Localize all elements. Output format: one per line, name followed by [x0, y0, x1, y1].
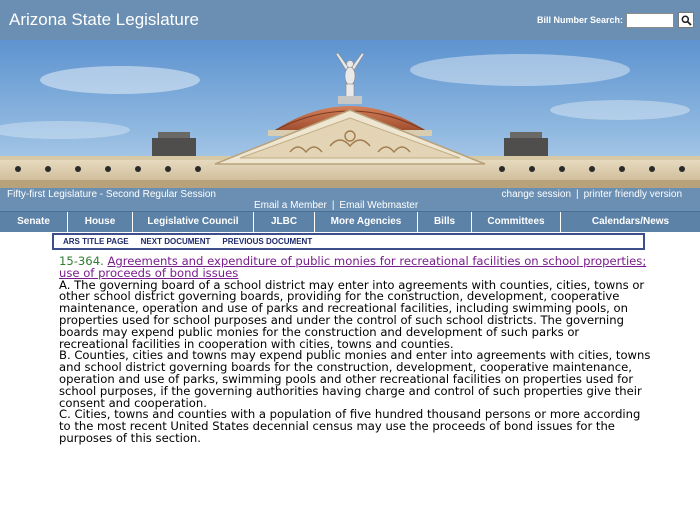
magnifier-icon — [681, 15, 692, 26]
nav-house[interactable]: House — [68, 212, 133, 232]
session-bar — [0, 188, 700, 211]
site-header — [0, 0, 700, 40]
section-number: 15-364. — [59, 254, 104, 268]
nav-committees[interactable]: Committees — [472, 212, 561, 232]
nav-more-agencies[interactable]: More Agencies — [315, 212, 418, 232]
ars-title-page-link[interactable]: ARS TITLE PAGE — [63, 237, 129, 246]
capitol-banner — [0, 40, 700, 188]
next-document-link[interactable]: NEXT DOCUMENT — [140, 237, 211, 246]
main-nav — [0, 211, 700, 233]
statute-content — [59, 256, 651, 445]
nav-calendars-news[interactable]: Calendars/News — [591, 216, 670, 227]
document-toolbar — [52, 233, 645, 250]
email-webmaster-link[interactable]: Email Webmaster — [339, 200, 419, 211]
site-title[interactable]: Arizona State Legislature — [9, 10, 199, 29]
contact-links — [254, 200, 418, 211]
session-name: Fifty-first Legislature - Second Regular Session — [7, 189, 216, 200]
previous-document-link[interactable]: PREVIOUS DOCUMENT — [222, 237, 313, 246]
nav-bills[interactable]: Bills — [418, 212, 472, 232]
bill-number-input[interactable] — [626, 13, 674, 28]
link-divider: | — [576, 189, 579, 200]
bill-search-button[interactable] — [678, 12, 694, 28]
bill-search-label: Bill Number Search: — [536, 15, 623, 25]
bill-number-search — [537, 11, 694, 29]
paragraph-c: C. Cities, towns and counties with a population of five hundred thousand persons or more according to the most recent United States decennial census may use the proceeds of bond issues for the purposes of this section. — [59, 407, 641, 445]
nav-senate[interactable]: Senate — [0, 212, 68, 232]
nav-jlbc[interactable]: JLBC — [254, 212, 315, 232]
capitol-dome-image — [0, 40, 700, 188]
email-member-link[interactable]: Email a Member — [254, 200, 327, 211]
section-heading — [59, 256, 651, 280]
link-divider: | — [331, 200, 335, 211]
paragraph-b: B. Counties, cities and towns may expend public monies and enter into agreements with cities, towns and school district governing boards for the construction, development, cooperative maintenance, operation and use of parks, swimming pools and other recreational facilities on properties used for school purposes, if the governing authorities having charge and control of such properties give their consent and cooperation. — [59, 348, 651, 410]
session-links — [502, 189, 682, 200]
section-title-link[interactable]: Agreements and expenditure of public monies for recreational facilities on school properties; use of proceeds of bond issues — [59, 254, 647, 280]
printer-friendly-link[interactable]: printer friendly version — [583, 189, 682, 200]
change-session-link[interactable]: change session — [501, 189, 572, 200]
paragraph-a: A. The governing board of a school district may enter into agreements with counties, cities, towns or other school district governing boards, providing for the construction, development, cooperative maintenance, operation and use of parks and recreational facilities, including swimming pools, on properties used for school purposes and under the control of such school districts. The governing boards may expend public monies for the construction and development of such parks or recreational facilities in cooperation with cities, towns and counties. — [59, 277, 645, 351]
nav-legislative-council[interactable]: Legislative Council — [133, 212, 254, 232]
